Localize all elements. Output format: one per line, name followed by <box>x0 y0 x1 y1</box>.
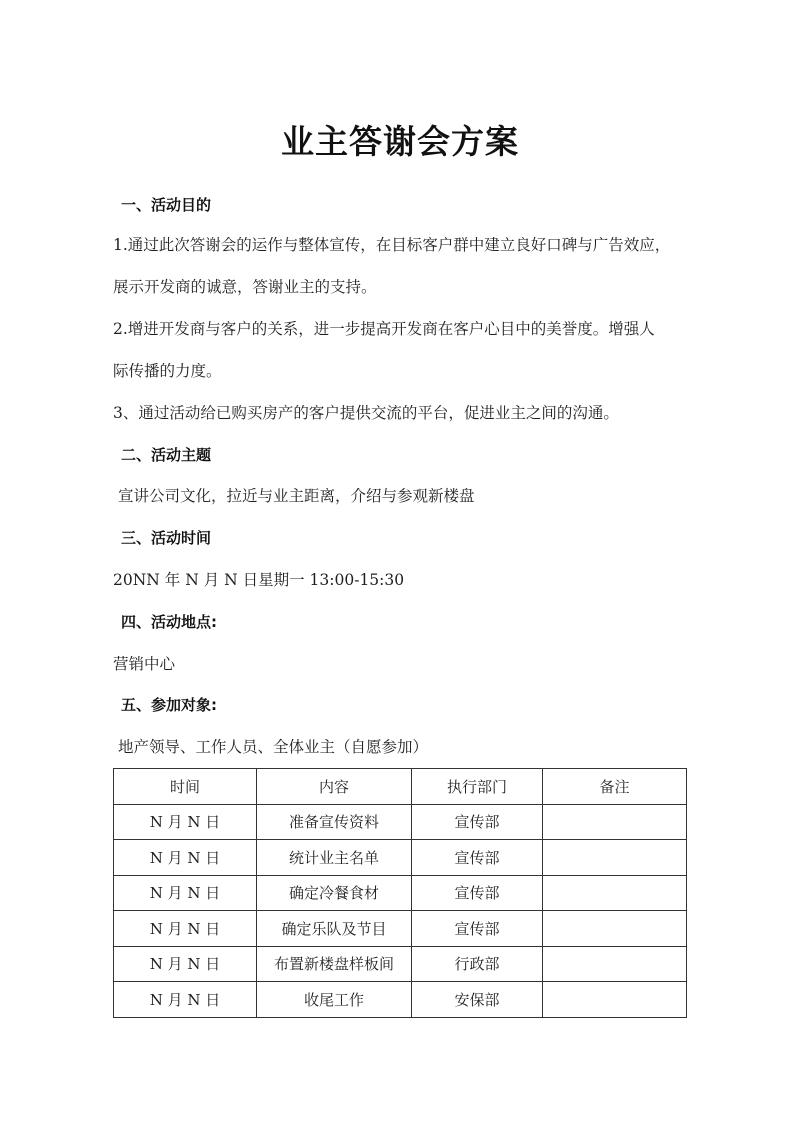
cell-content: 布置新楼盘样板间 <box>257 946 412 982</box>
document-title: 业主答谢会方案 <box>281 122 519 161</box>
section-heading-participants: 五、参加对象: <box>121 696 217 714</box>
cell-time: N 月 N 日 <box>114 804 257 840</box>
cell-time: N 月 N 日 <box>114 946 257 982</box>
cell-content: 统计业主名单 <box>257 840 412 876</box>
cell-content: 确定冷餐食材 <box>257 875 412 911</box>
cell-department: 行政部 <box>412 946 543 982</box>
header-content: 内容 <box>257 769 412 805</box>
cell-department: 安保部 <box>412 982 543 1018</box>
cell-time: N 月 N 日 <box>114 875 257 911</box>
schedule-table <box>113 768 687 1018</box>
section-heading-theme: 二、活动主题 <box>121 446 212 464</box>
table-row <box>114 982 687 1018</box>
cell-remarks <box>543 982 687 1018</box>
cell-department: 宣传部 <box>412 840 543 876</box>
theme-text: 宣讲公司文化，拉近与业主距离，介绍与参观新楼盘 <box>118 487 475 505</box>
cell-content: 准备宣传资料 <box>257 804 412 840</box>
participants-text: 地产领导、工作人员、全体业主（自愿参加） <box>118 738 429 756</box>
cell-department: 宣传部 <box>412 875 543 911</box>
cell-time: N 月 N 日 <box>114 911 257 947</box>
purpose-paragraph-2-line-2: 际传播的力度。 <box>113 362 222 380</box>
cell-content: 确定乐队及节目 <box>257 911 412 947</box>
purpose-paragraph-3: 3、通过活动给已购买房产的客户提供交流的平台，促进业主之间的沟通。 <box>113 404 619 422</box>
table-row <box>114 804 687 840</box>
cell-remarks <box>543 946 687 982</box>
cell-department: 宣传部 <box>412 804 543 840</box>
cell-time: N 月 N 日 <box>114 982 257 1018</box>
table-row <box>114 875 687 911</box>
section-heading-time: 三、活动时间 <box>121 529 212 547</box>
cell-department: 宣传部 <box>412 911 543 947</box>
cell-remarks <box>543 875 687 911</box>
purpose-paragraph-1-line-1: 1.通过此次答谢会的运作与整体宣传，在目标客户群中建立良好口碑与广告效应， <box>113 236 671 254</box>
table-row <box>114 911 687 947</box>
cell-time: N 月 N 日 <box>114 840 257 876</box>
purpose-paragraph-1-line-2: 展示开发商的诚意，答谢业主的支持。 <box>113 278 377 296</box>
cell-remarks <box>543 911 687 947</box>
location-text: 营销中心 <box>113 655 176 673</box>
cell-remarks <box>543 840 687 876</box>
section-heading-purpose: 一、活动目的 <box>121 196 212 214</box>
time-text: 20NN 年 N 月 N 日星期一 13:00-15:30 <box>113 571 405 589</box>
header-remarks: 备注 <box>543 769 687 805</box>
header-department: 执行部门 <box>412 769 543 805</box>
cell-content: 收尾工作 <box>257 982 412 1018</box>
section-heading-location: 四、活动地点: <box>121 613 217 631</box>
purpose-paragraph-2-line-1: 2.增进开发商与客户的关系，进一步提高开发商在客户心目中的美誉度。增强人 <box>113 320 655 338</box>
header-time: 时间 <box>114 769 257 805</box>
table-row <box>114 840 687 876</box>
cell-remarks <box>543 804 687 840</box>
table-row <box>114 946 687 982</box>
table-header-row <box>114 769 687 805</box>
